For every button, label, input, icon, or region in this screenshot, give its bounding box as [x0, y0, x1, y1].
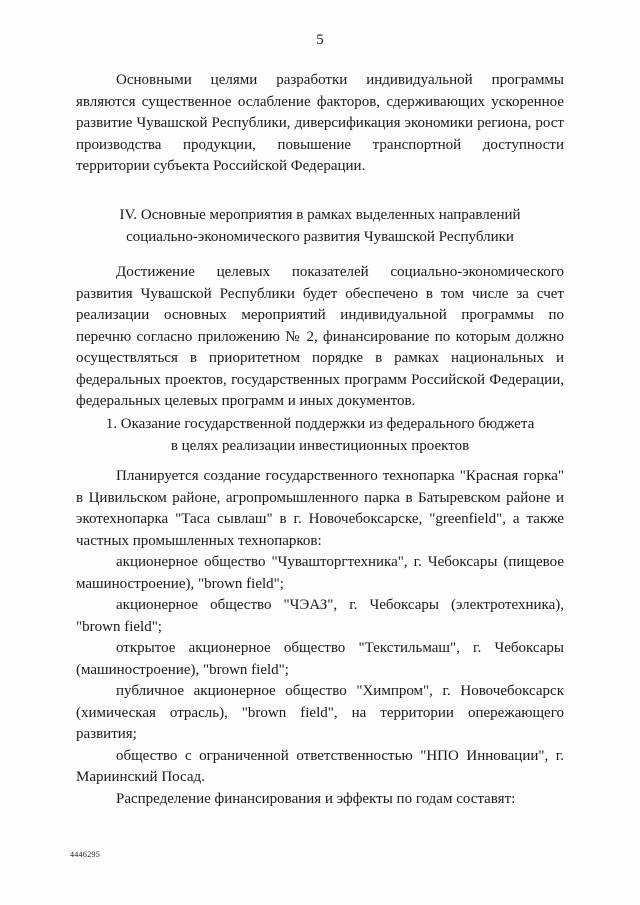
section-heading [76, 205, 564, 248]
plans-paragraph: Планируется создание государственного технопарка "Красная горка" в Цивильском районе, агропромышленного парка в Батыревском районе и экотехнопарка "Таса сывлаш" в г. Новочебоксарске, "greenfield", а также частных промышленных технопарков: [76, 468, 564, 549]
closing-line: Распределение финансирования и эффекты по годам составят: [116, 790, 516, 807]
intro-paragraph-block [76, 70, 564, 178]
intro-paragraph: Основными целями разработки индивидуальной программы являются существенное ослабление факторов, сдерживающих ускоренное развитие Чувашской Республики, диверсификация экономики региона, рост производства продукции, повышение транспортной доступности территории субъекта Российской Федерации. [76, 72, 564, 174]
park-list-item: открытое акционерное общество "Текстильмаш", г. Чебоксары (машиностроение), "brown field"; [76, 640, 564, 678]
subsection-heading-line-2: в целях реализации инвестиционных проектов [170, 437, 470, 454]
park-list-item: публичное акционерное общество "Химпром", г. Новочебоксарск (химическая отрасль), "brown field", на территории опережающего развития; [76, 683, 564, 742]
park-list-item: акционерное общество "ЧЭАЗ", г. Чебоксары (электротехника), "brown field"; [76, 597, 564, 635]
plans-block [76, 466, 564, 810]
park-list-item: общество с ограниченной ответственностью "НПО Инновации", г. Мариинский Посад. [76, 747, 564, 785]
section-paragraph: Достижение целевых показателей социально-экономического развития Чувашской Республики будет обеспечено в том числе за счет реализации основных мероприятий индивидуальной программы по перечню согласно приложению № 2, финансирование по которым должно осуществляться в приоритетном порядке в рамках национальных и федеральных проектов, государственных программ Российской Федерации, федеральных целевых программ и иных документов. [76, 264, 564, 409]
subsection-heading [76, 414, 564, 457]
section-heading-line-2: социально-экономического развития Чувашской Республики [126, 228, 514, 245]
section-heading-line-1: IV. Основные мероприятия в рамках выделенных направлений [119, 207, 521, 223]
subsection-heading-line-1: 1. Оказание государственной поддержки из федерального бюджета [105, 416, 535, 432]
park-list-item: акционерное общество "Чувашторгтехника", г. Чебоксары (пищевое машиностроение), "brown field"; [76, 554, 564, 592]
page-number: 5 [316, 32, 324, 48]
section-paragraph-block [76, 262, 564, 413]
document-code: 4446295 [70, 850, 101, 859]
